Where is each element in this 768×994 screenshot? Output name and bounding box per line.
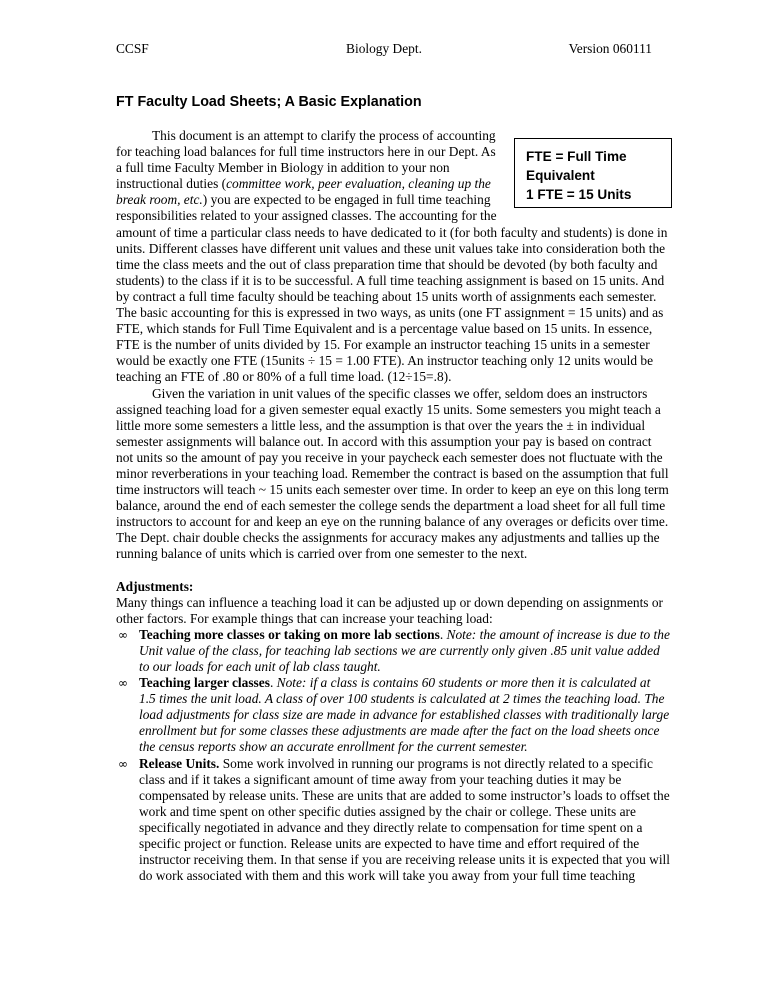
page-header (116, 40, 652, 58)
list-item-text: . (439, 626, 447, 642)
list-item-title: Release Units. (139, 755, 220, 771)
balance-paragraph: Given the variation in unit values of the specific classes we offer, seldom does an instructors assigned teaching load for a given semester equal exactly 15 units. Some semesters you might teach a little more some semesters a little less, and the assumption is that over the years the ± in individual semester assignments will balance out. In accord with this assumption your pay is based on contract not units so the amount of pay you receive in your paycheck each semester does not fluctuate with the minor reverberations in your teaching load. Remember the contract is based on the assumption that full time instructors will teach ~ 15 units each semester over time. In order to keep an eye on this long term balance, around the end of each semester the college sends the department a load sheet for all full time instructors to account for and keep an eye on the running balance of any overages or deficits over time. The Dept. chair double checks the assignments for accuracy makes any adjustments and tallies up the running balance of units which is carried over from one semester to the next. (116, 385, 669, 562)
list-item (116, 627, 670, 675)
list-item-text: Some work involved in running our programs is not directly related to a specific class and if it takes a significant amount of time away from your teaching duties it may be compensated by release units. These are units that are added to some instructor’s loads to offset the work and time spent on other specific duties assigned by the chair or college. These units are specifically negotiated in advance and they directly relate to compensation for time spent on a specific project or function. Release units are expected to have time and effort required of the instructor receiving them. In that sense if you are receiving release units it is expected that you will do work associated with them and this work will take you away from your full time teaching (139, 755, 670, 884)
header-institution: CCSF (116, 41, 149, 56)
adjustments-list (116, 627, 670, 885)
fte-box-line-1: FTE = Full Time (526, 149, 627, 164)
list-item (116, 756, 670, 885)
list-item-title: Teaching larger classes (139, 675, 270, 691)
adjustments-intro: Many things can influence a teaching load it can be adjusted up or down depending on assignments or other factors. For example things that can increase your teaching load: (116, 594, 664, 626)
document-body (116, 128, 670, 884)
fte-box-line-3: 1 FTE = 15 Units (526, 187, 632, 202)
header-version: Version 060111 (568, 41, 652, 56)
bullet-icon: ∞ (118, 756, 128, 771)
bullet-icon: ∞ (118, 627, 128, 642)
list-item-note: Note: the amount of increase is due to the Unit value of the class, for teaching lab sections we are currently only given .85 unit value added to our loads for each unit of lab class taught. (139, 626, 670, 674)
intro-text-a: This document is an attempt to clarify the process of accounting for teaching load balances for full time instructors here in our Dept. As a full time Faculty Member in Biology in addition to your non instructional duties ( (116, 128, 496, 192)
list-item (116, 675, 670, 755)
document-title: FT Faculty Load Sheets; A Basic Explanation (116, 94, 422, 110)
intro-text-italic: committee work, peer evaluation, cleaning up the break room, etc. (116, 176, 491, 208)
bullet-icon: ∞ (118, 676, 128, 691)
list-item-title: Teaching more classes or taking on more lab sections (139, 626, 440, 642)
fte-definition-box (514, 138, 672, 208)
list-item-note: Note: if a class is contains 60 students or more then it is calculated at 1.5 times the unit load. A class of over 100 students is calculated at 2 times the teaching load. The load adjustments for class size are made in advance for established classes with traditionally large enrollment but for some classes these adjustments are made after the fact on the load sheets once the census reports show an accurate enrollment for the current semester. (139, 675, 670, 755)
header-department: Biology Dept. (346, 41, 422, 56)
list-item-text: . (269, 675, 277, 691)
adjustments-heading: Adjustments: (116, 578, 194, 594)
intro-text-b: ) you are expected to be engaged in full time teaching responsibilities related to your assigned classes. The accounting for the amount of time a particular class needs to have dedicated to it (for both faculty and students) is done in units. Different classes have different unit values and these unit values take into consideration both the time the class meets and the out of class preparation time that should be devoted (by both faculty and students) to the class if it is to be successful. A full time teaching assignment is based on 15 units. And by contract a full time faculty should be teaching about 15 units worth of assignments each semester. The basic accounting for this is expressed in two ways, as units (one FT assignment = 15 units) and as FTE, which stands for Full Time Equivalent and is a percentage value based on 15 units. In essence, FTE is the number of units divided by 15. For example an instructor teaching 15 units in a semester would be exactly one FTE (15units ÷ 15 = 1.00 FTE). An instructor teaching only 12 units would be teaching an FTE of .80 or 80% of a full time load. (12÷15=.8). (116, 192, 668, 385)
fte-box-line-2: Equivalent (526, 168, 595, 183)
